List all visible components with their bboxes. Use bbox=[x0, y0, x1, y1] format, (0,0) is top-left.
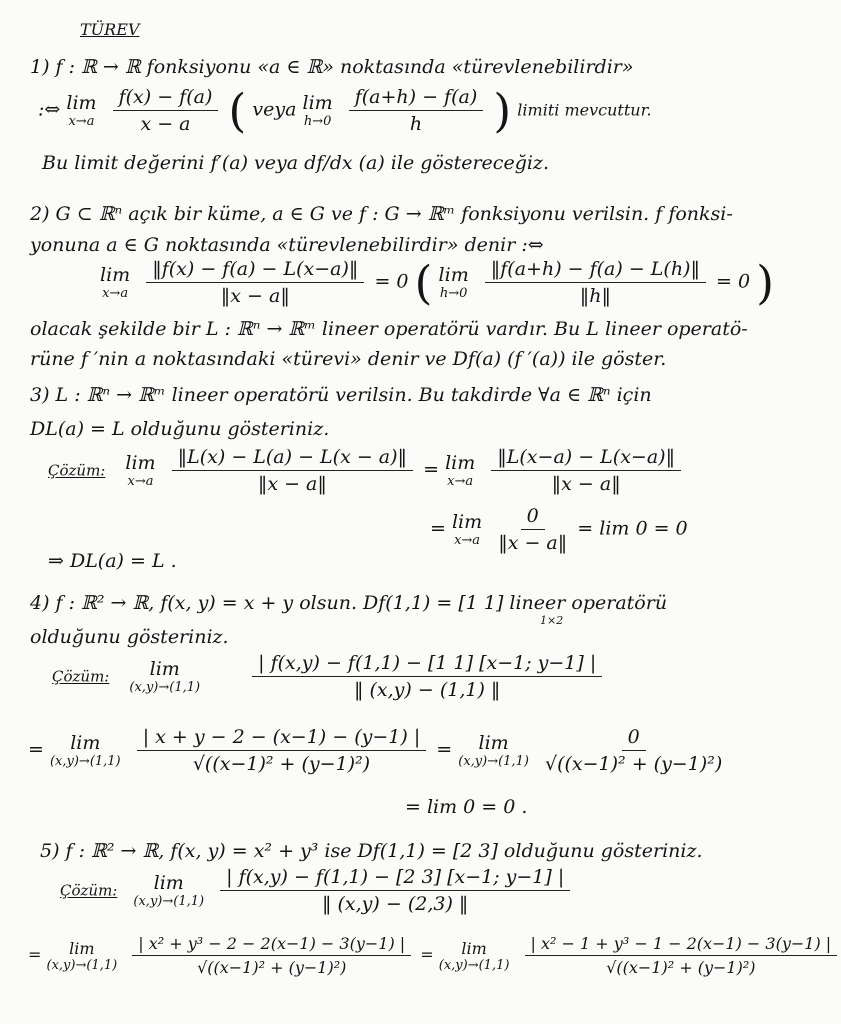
left-paren: ( bbox=[414, 255, 433, 310]
p4-limit-2 bbox=[50, 732, 121, 769]
p4-solution-row2: = lim (x,y)→(1,1) $\frac{| x + y - 2 - (x-1) - (y-1) |}{\text{√((x−1)² + (y−1)²)}}$ = lim (x,y)→(1,1) $\frac{0}{\text{√((x−1)² + (y−1)²)}}$ bbox=[28, 726, 723, 775]
p3-limit bbox=[125, 452, 155, 489]
lim-label: lim bbox=[153, 872, 184, 894]
frac-num: | x² + y³ − 2 − 2(x−1) − 3(y−1) | bbox=[132, 934, 411, 956]
lim-sub: (x,y)→(1,1) bbox=[49, 754, 121, 769]
p2-line1: 2) G ⊂ ℝⁿ açık bir küme, a ∈ G ve f : G → ℝᵐ fonksiyonu verilsin. f fonksi- bbox=[30, 203, 733, 225]
frac-den: ‖x − a‖ bbox=[257, 473, 327, 495]
p1-limit bbox=[66, 92, 96, 129]
frac-den: √((x−1)² + (y−1)²) bbox=[197, 958, 347, 977]
frac-den: ‖x − a‖ bbox=[498, 532, 568, 554]
lim-label: lim bbox=[438, 264, 469, 286]
p5-line1: 5) f : ℝ² → ℝ, f(x, y) = x² + y³ ise Df(1,1) = [2 3] olduğunu gösteriniz. bbox=[40, 840, 703, 862]
lim-sub: h→0 bbox=[303, 114, 332, 129]
frac-den: ‖x − a‖ bbox=[220, 285, 290, 307]
p1-notation-line: Bu limit değerini f′(a) veya df/dx (a) ile göstereceğiz. bbox=[42, 152, 549, 174]
p1-fraction bbox=[113, 86, 219, 135]
lim-label: lim bbox=[461, 938, 487, 958]
frac-num: f(a+h) − f(a) bbox=[349, 86, 484, 111]
cozum-label: Çözüm: bbox=[48, 461, 106, 480]
cozum-label: Çözüm: bbox=[52, 667, 110, 686]
eq-zero: = 0 bbox=[716, 270, 751, 293]
frac-den: √((x−1)² + (y−1)²) bbox=[606, 958, 756, 977]
lim-label: lim bbox=[66, 92, 97, 114]
p2-limit-row bbox=[100, 255, 775, 310]
frac-den: h bbox=[409, 113, 423, 135]
p5-fraction-3 bbox=[525, 934, 838, 977]
lim-label: lim bbox=[445, 452, 476, 474]
p5-limit bbox=[133, 872, 204, 909]
p2-line4: olacak şekilde bir L : ℝⁿ → ℝᵐ lineer operatörü vardır. Bu L lineer operatö- bbox=[30, 318, 748, 340]
p5-limit-2 bbox=[47, 939, 118, 973]
frac-num: ‖f(x) − f(a) − L(x−a)‖ bbox=[146, 258, 364, 283]
lim-sub: (x,y)→(1,1) bbox=[133, 894, 205, 909]
lim-label: lim bbox=[451, 511, 483, 533]
p1-tail: limiti mevcuttur. bbox=[517, 100, 652, 120]
frac-num: | x² − 1 + y³ − 1 − 2(x−1) − 3(y−1) | bbox=[525, 934, 838, 956]
frac-den: ‖h‖ bbox=[579, 285, 611, 307]
frac-den: ‖ (x,y) − (2,3) ‖ bbox=[321, 893, 469, 915]
p3-line2: DL(a) = L olduğunu gösteriniz. bbox=[30, 418, 330, 440]
p5-fraction-2 bbox=[132, 934, 411, 977]
p4-fraction-2 bbox=[137, 726, 427, 775]
frac-num: ‖L(x) − L(a) − L(x − a)‖ bbox=[172, 446, 413, 471]
p5-limit-3 bbox=[439, 939, 510, 973]
lim-label: lim bbox=[100, 264, 131, 286]
p1-limit-row bbox=[38, 83, 652, 138]
lim-sub: (x,y)→(1,1) bbox=[438, 957, 510, 973]
lim-label: lim bbox=[302, 92, 333, 114]
frac-den: x − a bbox=[140, 113, 191, 135]
p3-limit-2 bbox=[445, 452, 475, 489]
p4-line2: olduğunu gösteriniz. bbox=[30, 626, 229, 648]
lim-label: lim bbox=[70, 732, 101, 754]
frac-den: √((x−1)² + (y−1)²) bbox=[544, 753, 723, 775]
frac-den: √((x−1)² + (y−1)²) bbox=[192, 753, 371, 775]
p3-tail: = lim 0 = 0 bbox=[577, 517, 688, 540]
left-paren: ( bbox=[228, 83, 247, 138]
p1-limit-2 bbox=[303, 92, 333, 129]
p3-fraction-3 bbox=[498, 505, 567, 554]
p5-fraction bbox=[220, 866, 570, 915]
p5-solution-row1 bbox=[60, 866, 574, 915]
veya-text: veya bbox=[252, 98, 297, 121]
p2-line5: rüne f ′nin a noktasındaki «türevi» denir ve Df(a) (f ′(a)) ile göster. bbox=[30, 348, 667, 370]
lim-sub: h→0 bbox=[439, 286, 468, 301]
right-paren: ) bbox=[493, 83, 512, 138]
p4-limit bbox=[129, 658, 200, 695]
p4-fraction-3 bbox=[545, 726, 722, 775]
frac-num: 0 bbox=[521, 505, 545, 530]
p3-fraction-2 bbox=[491, 446, 681, 495]
lim-sub: x→a bbox=[127, 474, 154, 489]
lim-sub: x→a bbox=[68, 114, 95, 129]
p4-note: 1×2 bbox=[540, 614, 564, 627]
p5-solution-row2: = lim (x,y)→(1,1) $\frac{\text{| x² + y³ − 2 − 2(x−1) − 3(y−1) |}}{\text{√((x−1)² + (y−1)²)}}$ = lim (x,y)→(1,1) $\frac{\text{| x² − 1 + y³ − 1 − 2(x−1) − 3(y−1) |}}{\text{√((x−1)² + (y−1)²)}}$ bbox=[28, 934, 841, 977]
p4-limit-3 bbox=[458, 732, 529, 769]
p3-fraction bbox=[172, 446, 413, 495]
p3-conclusion: ⇒ DL(a) = L . bbox=[48, 550, 177, 572]
p4-final: = lim 0 = 0 . bbox=[405, 796, 528, 818]
lim-label: lim bbox=[149, 658, 180, 680]
p4-solution-row1 bbox=[52, 652, 606, 701]
p4-fraction bbox=[252, 652, 602, 701]
lim-sub: x→a bbox=[454, 533, 481, 548]
p3-solution-row1: Çözüm: lim x→a $\frac{‖L(x) - L(a) - L(x - a)‖}{‖x - a‖}$ = lim x→a $\frac{‖L(x-a) - L(x-a)‖}{‖x - a‖}$ bbox=[48, 446, 685, 495]
p2-limit-2 bbox=[439, 264, 469, 301]
p1-definition-line: 1) f : ℝ → ℝ fonksiyonu «a ∈ ℝ» noktasında «türevlenebilirdir» bbox=[30, 56, 634, 78]
right-paren: ) bbox=[756, 255, 775, 310]
frac-num: f(x) − f(a) bbox=[113, 86, 219, 111]
lim-sub: (x,y)→(1,1) bbox=[46, 957, 118, 973]
lim-sub: x→a bbox=[447, 474, 474, 489]
frac-num: 0 bbox=[622, 726, 646, 751]
page-title: TÜREV bbox=[80, 20, 140, 39]
cozum-label: Çözüm: bbox=[60, 881, 118, 900]
frac-den: ‖x − a‖ bbox=[551, 473, 621, 495]
p3-limit-3 bbox=[452, 511, 482, 548]
p4-line1: 4) f : ℝ² → ℝ, f(x, y) = x + y olsun. Df(1,1) = [1 1] lineer operatörü bbox=[30, 592, 668, 614]
p2-fraction-2 bbox=[485, 258, 706, 307]
p1-fraction-2 bbox=[349, 86, 484, 135]
frac-num: | f(x,y) − f(1,1) − [2 3] [x−1; y−1] | bbox=[220, 866, 570, 891]
p2-fraction bbox=[146, 258, 364, 307]
lim-label: lim bbox=[478, 732, 509, 754]
lim-sub: (x,y)→(1,1) bbox=[458, 754, 529, 769]
p3-line1: 3) L : ℝⁿ → ℝᵐ lineer operatörü verilsin. Bu takdirde ∀a ∈ ℝⁿ için bbox=[30, 384, 652, 406]
eq-zero: = 0 bbox=[374, 270, 409, 293]
frac-num: | f(x,y) − f(1,1) − [1 1] [x−1; y−1] | bbox=[252, 652, 602, 677]
p1-iff: :⇔ bbox=[38, 98, 61, 121]
lim-label: lim bbox=[69, 938, 95, 958]
lim-label: lim bbox=[125, 452, 156, 474]
lim-sub: x→a bbox=[102, 286, 129, 301]
p2-limit bbox=[100, 264, 130, 301]
frac-num: | x + y − 2 − (x−1) − (y−1) | bbox=[137, 726, 427, 751]
frac-den: ‖ (x,y) − (1,1) ‖ bbox=[353, 679, 501, 701]
p2-line2: yonuna a ∈ G noktasında «türevlenebilirdir» denir :⇔ bbox=[30, 234, 544, 256]
frac-num: ‖L(x−a) − L(x−a)‖ bbox=[491, 446, 681, 471]
frac-num: ‖f(a+h) − f(a) − L(h)‖ bbox=[485, 258, 706, 283]
p3-solution-row2: = lim x→a $\frac{0}{‖x - a‖}$ = lim 0 = 0 bbox=[430, 505, 688, 554]
lim-sub: (x,y)→(1,1) bbox=[129, 680, 201, 695]
